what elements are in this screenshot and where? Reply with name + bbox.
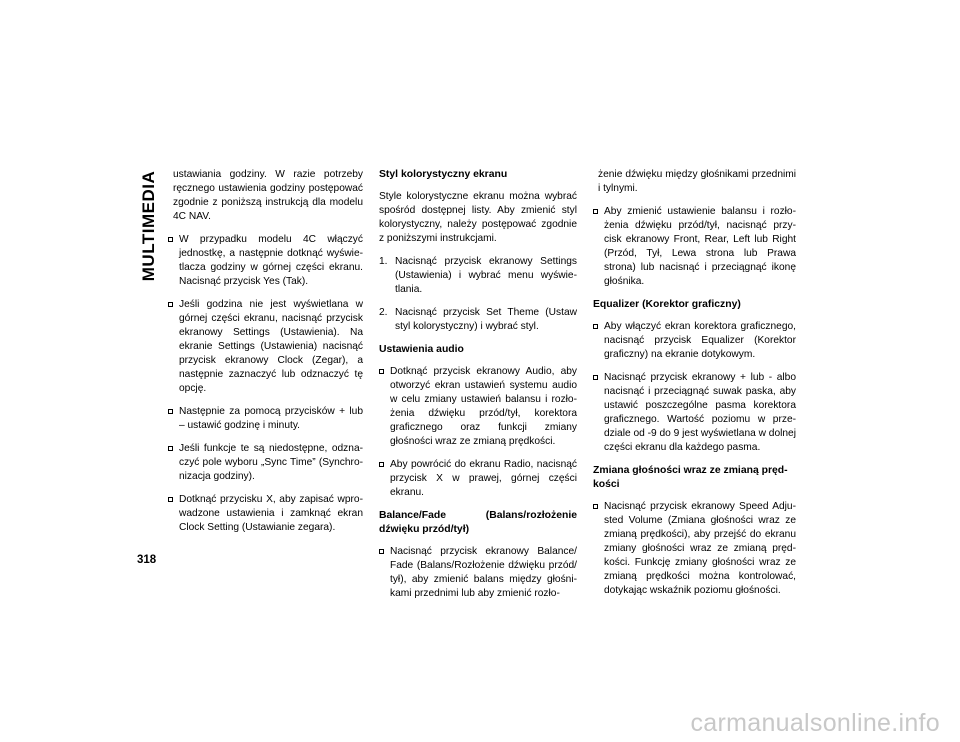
step-text: Nacisnąć przycisk ekranowy Settings (Ustawienia) i wybrać menu wyświe- tlania. xyxy=(395,256,577,295)
page-number: 318 xyxy=(137,554,157,566)
bullet-item xyxy=(379,545,577,601)
step-number: 2. xyxy=(379,307,388,318)
bullet-item xyxy=(168,442,363,484)
checkbox-bullet-icon xyxy=(168,409,173,414)
bullet-text: W przypadku modelu 4C włączyć jednostkę, a następnie dotknąć wyświe- tlacza godziny w górnej części ekranu. Nacisnąć przycisk Yes (Tak). xyxy=(179,234,363,287)
bullet-item xyxy=(593,500,796,598)
checkbox-bullet-icon xyxy=(168,446,173,451)
bullet-text: Jeśli godzina nie jest wyświetlana w górnej części ekranu, nacisnąć przycisk ekranowy Settings (Ustawienia). Na ekranie Settings (Ustawienia) nacisnąć przycisk ekranowy Clock (Zegar), a następnie zaznaczyć lub odznaczyć tę opcję. xyxy=(179,299,363,394)
section-heading: Equalizer (Korektor graficzny) xyxy=(593,299,741,310)
bullet-item xyxy=(168,493,363,535)
step-text: Nacisnąć przycisk Set Theme (Ustaw styl kolorystyczny) i wybrać styl. xyxy=(395,307,577,332)
checkbox-bullet-icon xyxy=(593,324,598,329)
section-heading: Zmiana głośności wraz ze zmianą pręd- kości xyxy=(593,465,788,490)
section-tab-label: MULTIMEDIA xyxy=(139,170,159,282)
bullet-text: Nacisnąć przycisk ekranowy Speed Adju- sted Volume (Zmiana głośności wraz ze zmianą prędkości), aby przejść do ekranu zmiany głośności wraz ze zmianą pręd- kości. Funkcję zmiany głośności wraz ze zmianą prędkości można kontrolować, dotykając wskaźnik poziomu głośności. xyxy=(604,501,796,596)
paragraph: żenie dźwięku między głośnikami przednimi i tylnymi. xyxy=(598,169,796,194)
bullet-text: Nacisnąć przycisk ekranowy Balance/ Fade (Balans/Rozłożenie dźwięku przód/ tył), aby zmienić balans między głośni- kami przednimi lub aby zmienić rozło- xyxy=(390,546,577,599)
bullet-item xyxy=(379,458,577,500)
checkbox-bullet-icon xyxy=(379,549,384,554)
section-heading: Ustawienia audio xyxy=(379,344,464,355)
watermark-link[interactable]: carmanualsonline.info xyxy=(690,709,940,737)
section-heading: Styl kolorystyczny ekranu xyxy=(379,169,508,180)
checkbox-bullet-icon xyxy=(168,302,173,307)
checkbox-bullet-icon xyxy=(593,375,598,380)
bullet-text: Aby włączyć ekran korektora graficznego, nacisnąć przycisk Equalizer (Korektor graficzny) na ekranie dotykowym. xyxy=(604,321,796,360)
step-number: 1. xyxy=(379,256,388,267)
section-heading: Balance/Fade (Balans/rozłożenie dźwięku przód/tył) xyxy=(379,510,577,535)
column-right xyxy=(593,168,796,607)
column-middle xyxy=(379,168,577,610)
checkbox-bullet-icon xyxy=(593,209,598,214)
paragraph: ustawiania godziny. W razie potrzeby ręcznego ustawienia godziny postępować zgodnie z poniższą instrukcją dla modelu 4C NAV. xyxy=(173,169,363,222)
bullet-text: Nacisnąć przycisk ekranowy + lub - albo nacisnąć i przeciągnąć suwak paska, aby ustawić poszczególne pasma korektora graficznego. Wartość poziomu w prze- dziale od -9 do 9 jest wyświetlana w dolnej części ekranu dla każdego pasma. xyxy=(604,372,796,453)
checkbox-bullet-icon xyxy=(379,369,384,374)
paragraph: Style kolorystyczne ekranu można wybrać spośród dostępnej listy. Aby zmienić styl kolorystyczny, należy postępować zgodnie z poniższymi instrukcjami. xyxy=(379,191,577,244)
checkbox-bullet-icon xyxy=(168,497,173,502)
checkbox-bullet-icon xyxy=(168,237,173,242)
bullet-item xyxy=(593,320,796,362)
bullet-item xyxy=(379,365,577,449)
checkbox-bullet-icon xyxy=(379,462,384,467)
checkbox-bullet-icon xyxy=(593,504,598,509)
bullet-text: Aby powrócić do ekranu Radio, nacisnąć przycisk X w prawej, górnej części ekranu. xyxy=(390,459,577,498)
section-tab xyxy=(137,168,161,284)
bullet-text: Aby zmienić ustawienie balansu i rozło- żenia dźwięku przód/tył, nacisnąć przy- cisk ekranowy Front, Rear, Left lub Right (Przód, Tył, Lewa strona lub Prawa strona) lub nacisnąć i przeciągnąć ikonę głośnika. xyxy=(604,206,796,287)
bullet-item xyxy=(168,298,363,396)
bullet-text: Dotknąć przycisku X, aby zapisać wpro- wadzone ustawienia i zamknąć ekran Clock Setting (Ustawianie zegara). xyxy=(179,494,363,533)
bullet-text: Jeśli funkcje te są niedostępne, odzna- czyć pole wyboru „Sync Time” (Synchro- nizacja godziny). xyxy=(179,443,363,482)
bullet-text: Następnie za pomocą przycisków + lub – ustawić godzinę i minuty. xyxy=(179,406,363,431)
bullet-text: Dotknąć przycisk ekranowy Audio, aby otworzyć ekran ustawień systemu audio w celu zmiany ustawień balansu i rozło- żenia dźwięku przód/tył, korektora graficznego oraz funkcji zmiany głośności wraz ze zmianą prędkości. xyxy=(390,366,577,447)
bullet-item xyxy=(168,233,363,289)
numbered-item xyxy=(379,255,577,297)
bullet-item xyxy=(593,371,796,455)
bullet-item xyxy=(593,205,796,289)
numbered-item xyxy=(379,306,577,334)
bullet-item xyxy=(168,405,363,433)
column-left xyxy=(168,168,363,544)
